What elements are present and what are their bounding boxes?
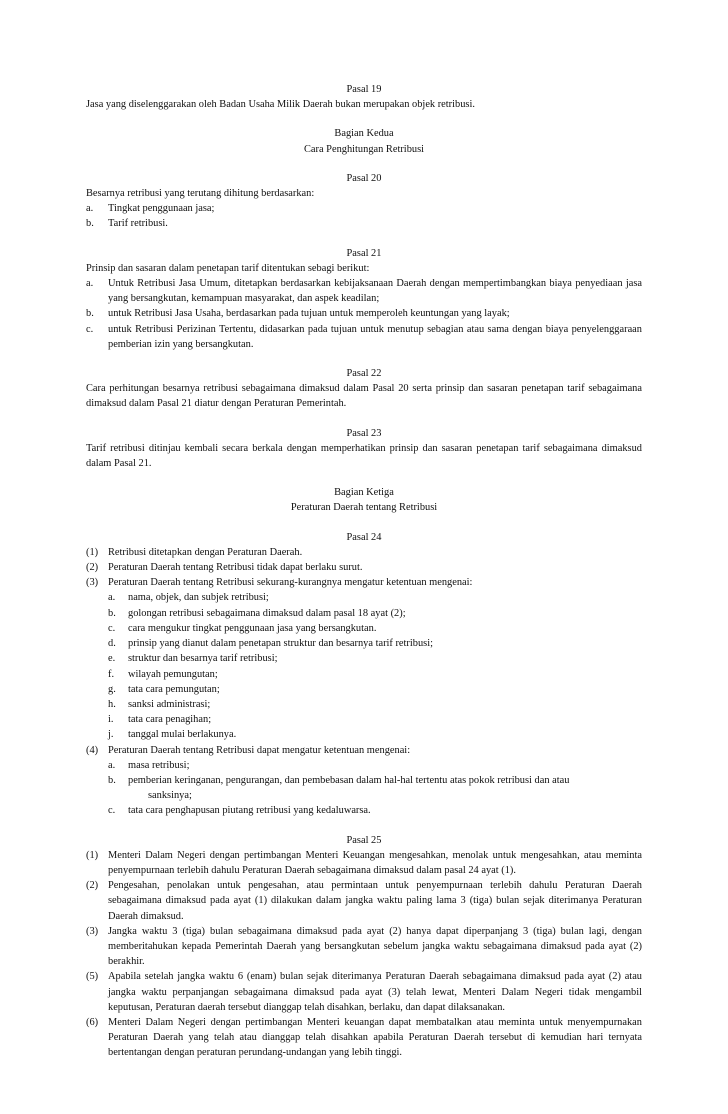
list-text: Tingkat penggunaan jasa; — [108, 203, 215, 215]
list-marker: (3) — [86, 925, 99, 937]
pasal-23-text: Tarif retribusi ditinjau kembali secara berkala dengan memperhatikan prinsip dan sasaran penetapan tarif sebagaimana dimaksud dalam Pasal 21. — [86, 442, 642, 470]
list-item — [86, 575, 642, 590]
list-marker: c. — [108, 622, 116, 634]
list-text: Untuk Retribusi Jasa Umum, ditetapkan berdasarkan kebijaksanaan Daerah dengan mempertimbangkan biaya penyediaan jasa yang bersangkutan, kemampuan masyarakat, dan aspek keadilan; — [108, 278, 642, 305]
pasal-20-title: Pasal 20 — [346, 172, 382, 184]
pasal-22-title: Pasal 22 — [346, 368, 382, 380]
list-text: tata cara penghapusan piutang retribusi yang kedaluwarsa. — [128, 805, 371, 817]
list-item — [108, 758, 642, 773]
list-marker: a. — [86, 278, 94, 290]
list-marker: f. — [108, 668, 115, 680]
list-item — [86, 969, 642, 1015]
list-text: struktur dan besarnya tarif retribusi; — [128, 653, 278, 665]
list-item — [86, 878, 642, 924]
list-marker: (3) — [86, 577, 99, 589]
list-text: Pengesahan, penolakan untuk pengesahan, atau permintaan untuk penyempurnaan terlebih dahulu Peraturan Daerah sebagaimana dimaksud pada ayat (1) dilakukan dalam jangka waktu paling lama 3 (tiga) bulan sejak diterimanya Peraturan Daerah dimaksud. — [108, 880, 642, 922]
list-text: masa retribusi; — [128, 759, 190, 771]
pasal-19-text: Jasa yang diselenggarakan oleh Badan Usaha Milik Daerah bukan merupakan objek retribusi. — [86, 99, 475, 111]
list-text: untuk Retribusi Perizinan Tertentu, didasarkan pada tujuan untuk menutup sebagian atau sama dengan biaya penyelenggaraan pemberian izin yang bersangkutan. — [108, 323, 642, 350]
list-item — [86, 560, 642, 575]
list-marker: (1) — [86, 546, 99, 558]
list-item — [108, 712, 642, 727]
list-marker: j. — [108, 729, 114, 741]
list-item — [86, 848, 642, 878]
list-marker: (6) — [86, 1016, 99, 1028]
list-text: Peraturan Daerah tentang Retribusi dapat mengatur ketentuan mengenai: — [108, 744, 411, 756]
list-item — [108, 636, 642, 651]
list-text: wilayah pemungutan; — [128, 668, 218, 680]
list-item — [86, 306, 642, 321]
list-text: tanggal mulai berlakunya. — [128, 729, 237, 741]
list-item — [86, 276, 642, 306]
list-item — [86, 201, 642, 216]
list-marker: i. — [108, 714, 114, 726]
list-marker: a. — [108, 592, 116, 604]
list-item — [86, 924, 642, 970]
list-text: tata cara pemungutan; — [128, 683, 220, 695]
list-marker: (2) — [86, 880, 99, 892]
list-text: nama, objek, dan subjek retribusi; — [128, 592, 269, 604]
list-item — [108, 697, 642, 712]
list-text: untuk Retribusi Jasa Usaha, berdasarkan pada tujuan untuk memperoleh keuntungan yang layak; — [108, 308, 510, 320]
pasal-19-title: Pasal 19 — [346, 84, 382, 95]
list-marker: a. — [108, 759, 116, 771]
list-marker: b. — [108, 774, 116, 786]
list-item — [108, 651, 642, 666]
list-marker: b. — [86, 218, 94, 230]
pasal-21-intro: Prinsip dan sasaran dalam penetapan tarif ditentukan sebagi berikut: — [86, 262, 370, 274]
list-item — [108, 667, 642, 682]
list-text: Peraturan Daerah tentang Retribusi sekurang-kurangnya mengatur ketentuan mengenai: — [108, 577, 473, 589]
list-item — [108, 590, 642, 605]
list-item — [108, 727, 642, 742]
list-marker: b. — [86, 308, 94, 320]
list-marker: h. — [108, 698, 116, 710]
list-item — [108, 788, 642, 803]
bagian-kedua-subtitle: Cara Penghitungan Retribusi — [303, 143, 425, 155]
list-marker: (5) — [86, 971, 99, 983]
list-text: sanksi administrasi; — [128, 698, 211, 710]
list-marker: d. — [108, 638, 116, 650]
list-item — [108, 803, 642, 818]
list-marker: (1) — [86, 849, 99, 861]
list-text: cara mengukur tingkat penggunaan jasa yang bersangkutan. — [128, 622, 377, 634]
pasal-25-title: Pasal 25 — [346, 834, 382, 846]
list-text: tata cara penagihan; — [128, 714, 212, 726]
list-item — [86, 322, 642, 352]
pasal-20-intro: Besarnya retribusi yang terutang dihitung berdasarkan: — [86, 188, 315, 200]
list-text: Menteri Dalam Negeri dengan pertimbangan Menteri keuangan dapat membatalkan atau meminta untuk menyempurnakan Peraturan Daerah yang telah atau dianggap telah disahkan apabila Peraturan Daerah tersebut di kemudian hari ternyata bertentangan dengan peraturan perundang-undangan yang lebih tinggi. — [108, 1016, 642, 1059]
bagian-ketiga-title: Bagian Ketiga — [334, 487, 394, 499]
pasal-24-title: Pasal 24 — [346, 531, 382, 543]
list-marker: b. — [108, 607, 116, 619]
sublist-3 — [86, 590, 642, 742]
list-text: Jangka waktu 3 (tiga) bulan sebagaimana dimaksud pada ayat (2) hanya dapat diperpanjang 3 (tiga) bulan lagi, dengan memberitahukan kepada Pemerintah Daerah yang bersangkutan sebelum jangka waktu sebagaimana dimaksud pada ayat (2) berakhir. — [108, 925, 642, 968]
list-marker: a. — [86, 203, 94, 215]
bagian-ketiga-subtitle: Peraturan Daerah tentang Retribusi — [290, 502, 438, 514]
list-item — [108, 773, 642, 788]
list-marker: (4) — [86, 744, 99, 756]
list-item — [86, 1015, 642, 1061]
list-item — [108, 606, 642, 621]
list-text: sanksinya; — [148, 790, 192, 802]
list-marker: e. — [108, 653, 116, 665]
pasal-23-title: Pasal 23 — [346, 427, 382, 439]
pasal-21-title: Pasal 21 — [346, 247, 382, 259]
list-text: Retribusi ditetapkan dengan Peraturan Daerah. — [108, 546, 303, 558]
list-item — [108, 682, 642, 697]
pasal-22-text: Cara perhitungan besarnya retribusi sebagaimana dimaksud dalam Pasal 20 serta prinsip dan sasaran penetapan tarif sebagaimana dimaksud dalam Pasal 21 diatur dengan Peraturan Pemerintah. — [86, 383, 642, 410]
list-text: Tarif retribusi. — [108, 218, 168, 230]
list-item — [86, 545, 642, 560]
sublist-4 — [86, 758, 642, 819]
list-text: Apabila setelah jangka waktu 6 (enam) bulan sejak diterimanya Peraturan Daerah sebagaimana dimaksud pada ayat (2) atau jangka waktu perpanjangan sebagaimana dimaksud pada ayat (3) telah lewat, Menteri Dalam Negeri tidak mengambil keputusan, Peraturan daerah tersebut dianggap telah disahkan, berlaku, dan dapat dilaksanakan. — [108, 971, 642, 1013]
list-marker: g. — [108, 683, 116, 695]
list-item — [86, 216, 642, 231]
list-text: Menteri Dalam Negeri dengan pertimbangan Menteri Keuangan mengesahkan, menolak untuk mengesahkan, atau meminta penyempurnaan terlebih dahulu Peraturan Daerah sebagaimana dimaksud dalam pasal 24 ayat (1). — [108, 849, 642, 876]
list-text: prinsip yang dianut dalam penetapan struktur dan besarnya tarif retribusi; — [128, 638, 433, 650]
list-marker: (2) — [86, 562, 99, 574]
list-text: golongan retribusi sebagaimana dimaksud dalam pasal 18 ayat (2); — [128, 607, 406, 619]
list-text: Peraturan Daerah tentang Retribusi tidak dapat berlaku surut. — [108, 562, 363, 574]
list-item — [86, 743, 642, 758]
list-item — [108, 621, 642, 636]
document-page — [86, 82, 642, 1061]
list-text: pemberian keringanan, pengurangan, dan pembebasan dalam hal-hal tertentu atas pokok retribusi dan atau — [128, 774, 570, 786]
bagian-kedua-title: Bagian Kedua — [334, 128, 394, 140]
list-marker: c. — [86, 323, 94, 335]
list-marker: c. — [108, 805, 116, 817]
